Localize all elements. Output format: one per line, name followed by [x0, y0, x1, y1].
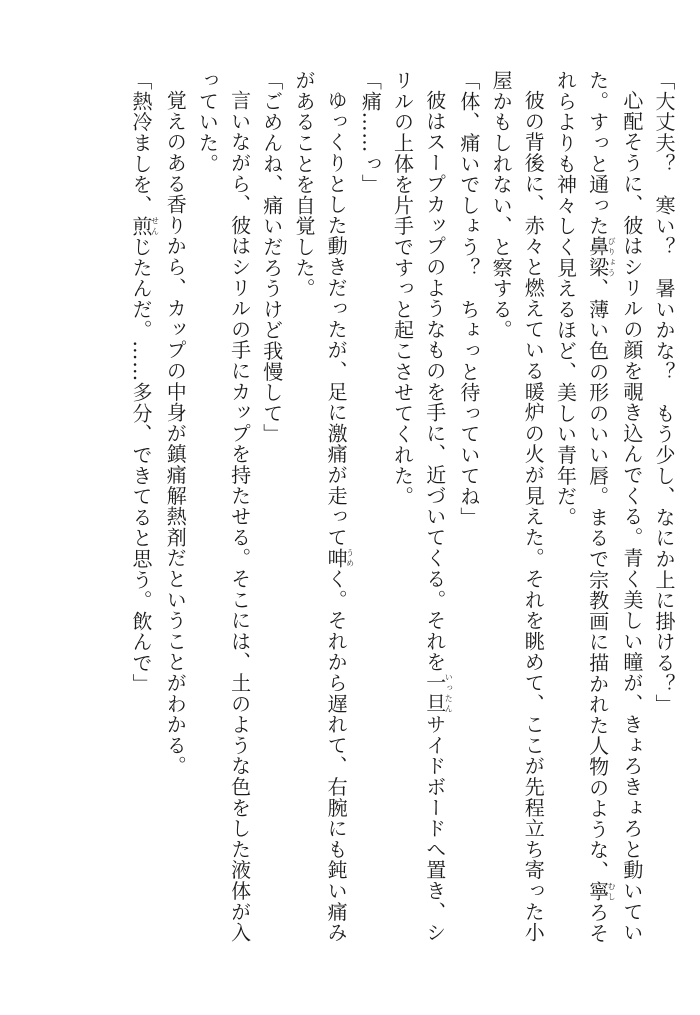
narration-line: 彼はスープカップのようなものを手に、近づいてくる。それを一旦いったんサイドボードへ置き、シ [422, 90, 454, 943]
narration-line: 屋かもしれない、と察する。 [489, 70, 514, 341]
dialogue-line: 「ごめんね、痛いだろうけど我慢して」 [259, 70, 284, 445]
narration-line: ゆっくりとした動きだったが、足に激痛が走って呻うめく。それから遅れて、右腕にも鈍い痛み [324, 90, 355, 943]
narration-line: っていた。 [195, 70, 220, 174]
ruby-mushiro: 寧むし [585, 881, 617, 903]
narration-line: れらよりも神々しく見えるほど、美しい青年だ。 [553, 70, 578, 528]
vertical-text-body [40, 70, 680, 950]
dialogue-line: 「痛……っ」 [358, 70, 383, 195]
ruby-umeku: 呻うめ [324, 547, 355, 569]
dialogue-line: 「体、痛いでしょう？ ちょっと待っていてね」 [456, 70, 481, 528]
narration-line: た。すっと通った鼻梁びりょう、薄い色の形のいい唇。まるで宗教画に描かれた人物のような、寧むしろそ [585, 70, 617, 944]
narration-line: リルの上体を片手ですっと起こさせてくれた。 [390, 70, 415, 507]
narration-line: 覚えのある香りから、カップの中身が鎮痛解熱剤だということがわかる。 [163, 90, 188, 777]
ruby-ittan: 一旦いったん [422, 672, 454, 715]
narration-line: があることを自覚した。 [291, 70, 316, 299]
narration-line: 言いながら、彼はシリルの手にカップを持たせる。そこには、土のような色をした液体が入 [227, 90, 252, 943]
dialogue-line: 「熱冷ましを、煎せんじたんだ。……多分、できてると思う。飲んで」 [129, 70, 160, 695]
ruby-senjita: 煎せん [129, 215, 160, 237]
ruby-biryou: 鼻梁びりょう [585, 236, 617, 279]
narration-line: 心配そうに、彼はシリルの顔を覗き込んでくる。青く美しい瞳が、きょろきょろと動いてい [619, 90, 644, 943]
dialogue-line: 「大丈夫？ 寒い？ 暑いかな？ もう少し、なにか上に掛ける？」 [652, 70, 676, 715]
narration-line: 彼の背後に、赤々と燃えている暖炉の火が見えた。それを眺めて、ここが先程立ち寄った小 [521, 90, 546, 943]
